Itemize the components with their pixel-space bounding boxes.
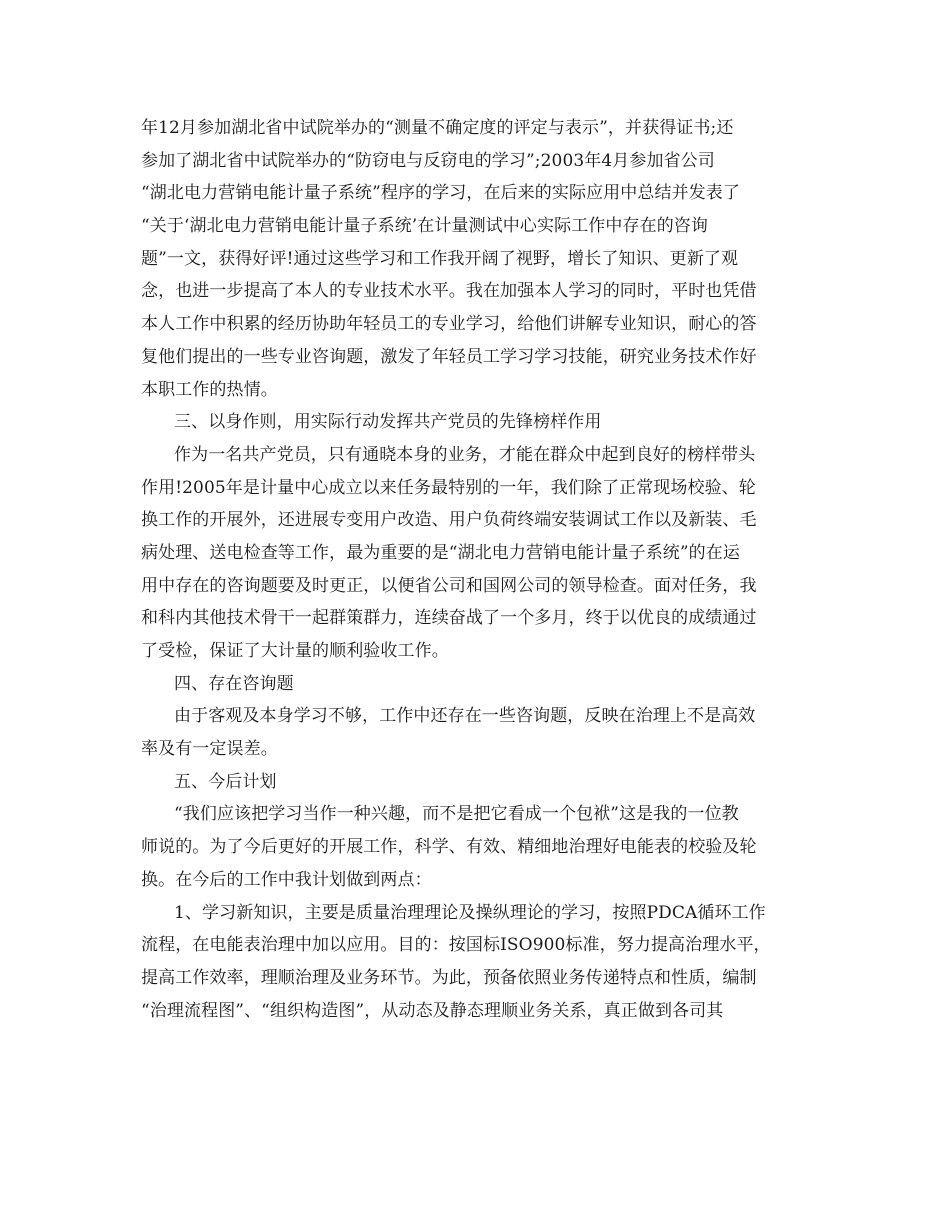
text-line: 流程，在电能表治理中加以应用。目的：按国标ISO900标准，努力提高治理水平， <box>141 935 771 956</box>
text-line: 复他们提出的一些专业咨询题，激发了年轻员工学习学习技能，研究业务技术作好 <box>141 346 757 367</box>
text-line: 提高工作效率，理顺治理及业务环节。为此，预备依照业务传递特点和性质，编制 <box>141 967 757 988</box>
text-line: 作为一名共产党员，只有通晓本身的业务，才能在群众中起到良好的榜样带头 <box>174 444 756 465</box>
text-line: “湖北电力营销电能计量子系统”程序的学习，在后来的实际应用中总结并发表了 <box>141 183 740 204</box>
text-line: “关于‘湖北电力营销电能计量子系统’在计量测试中心实际工作中存在的咨询 <box>141 216 708 237</box>
text-line: 换。在今后的工作中我计划做到两点： <box>141 869 432 890</box>
text-line: “治理流程图”、“组织构造图”，从动态及静态理顺业务关系，真正做到各司其 <box>141 1000 724 1021</box>
text-line: 本职工作的热情。 <box>141 379 278 400</box>
text-line: 师说的。为了今后更好的开展工作，科学、有效、精细地治理好电能表的校验及轮 <box>141 837 757 858</box>
text-line: 用中存在的咨询题要及时更正，以便省公司和国网公司的领导检查。面对任务，我 <box>141 575 757 596</box>
text-line: 病处理、送电检查等工作，最为重要的是“湖北电力营销电能计量子系统”的在运 <box>141 542 740 563</box>
text-line: 由于客观及本身学习不够，工作中还存在一些咨询题，反映在治理上不是高效 <box>174 706 756 727</box>
text-line: “我们应该把学习当作一种兴趣，而不是把它看成一个包袱”这是我的一位教 <box>174 804 739 825</box>
text-line: 率及有一定误差。 <box>141 739 278 760</box>
text-line: 参加了湖北省中试院举办的“防窃电与反窃电的学习”;2003年4月参加省公司 <box>141 150 715 171</box>
text-line: 题”一文，获得好评!通过这些学习和工作我开阔了视野，增长了知识、更新了观 <box>141 248 739 269</box>
text-line: 换工作的开展外，还进展专变用户改造、用户负荷终端安装调试工作以及新装、毛 <box>141 510 757 531</box>
section-heading: 五、今后计划 <box>174 771 277 792</box>
text-line: 作用!2005年是计量中心成立以来任务最特别的一年，我们除了正常现场校验、轮 <box>141 477 756 498</box>
section-heading: 三、以身作则，用实际行动发挥共产党员的先锋榜样作用 <box>174 412 602 433</box>
text-line: 和科内其他技术骨干一起群策群力，连续奋战了一个多月，终于以优良的成绩通过 <box>141 608 757 629</box>
text-line: 念，也进一步提高了本人的专业技术水平。我在加强本人学习的同时，平时也凭借 <box>141 281 757 302</box>
text-line: 年12月参加湖北省中试院举办的“测量不确定度的评定与表示”，并获得证书;还 <box>141 118 734 138</box>
document-body <box>141 112 816 1027</box>
text-line: 1、学习新知识，主要是质量治理理论及操纵理论的学习，按照PDCA循环工作 <box>174 902 766 923</box>
section-heading: 四、存在咨询题 <box>174 673 294 694</box>
text-line: 了受检，保证了大计量的顺利验收工作。 <box>141 641 449 661</box>
text-line: 本人工作中积累的经历协助年轻员工的专业学习，给他们讲解专业知识，耐心的答 <box>141 314 757 335</box>
